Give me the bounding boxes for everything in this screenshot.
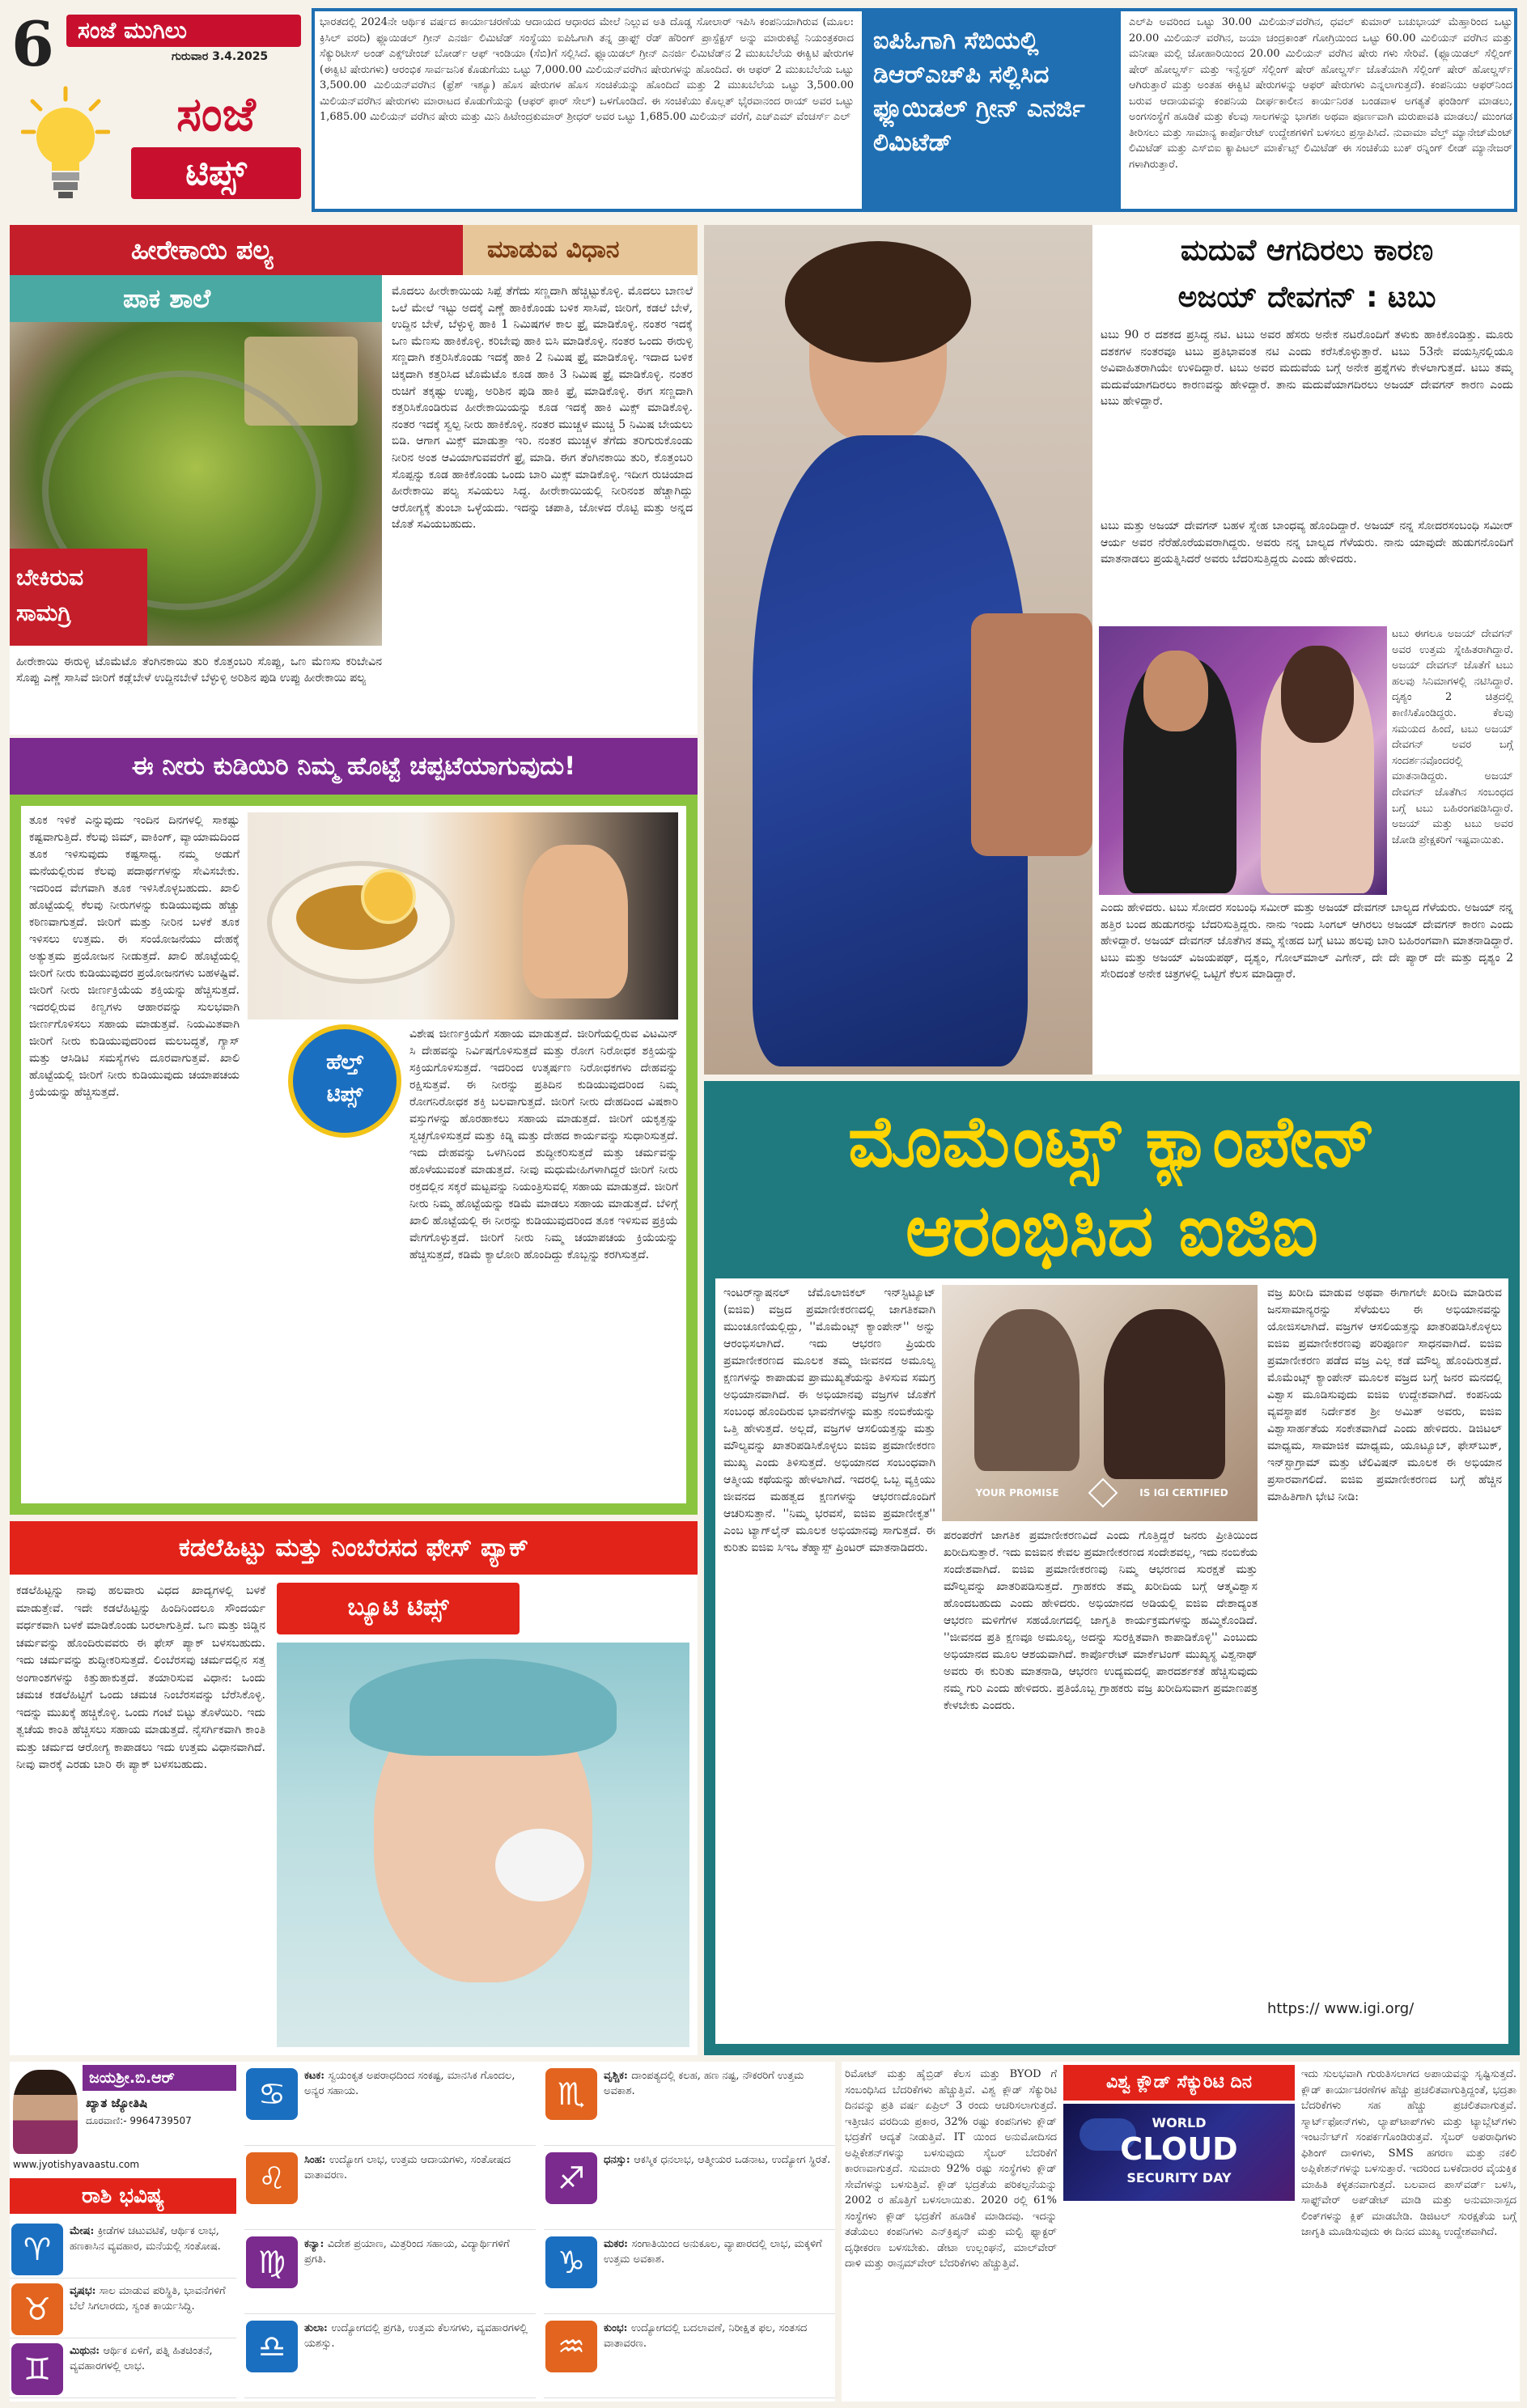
cloud-col1: ರಿಮೋಟ್ ಮತ್ತು ಹೈಬ್ರಿಡ್ ಕೆಲಸ ಮತ್ತು BYOD ಗೆ ಸಂಬಂಧಿಸಿದ ಬೆದರಿಕೆಗಳು ಹೆಚ್ಚುತ್ತಿವೆ. ವಿಶ್ವ ಕ್ಲೌಡ್ ಸೆಕ್ಯುರಿಟಿ ದಿನವನ್ನು ಪ್ರತಿ ವರ್ಷ ಏಪ್ರಿಲ್ 3 ರಂದು ಆಚರಿಸಲಾಗುತ್ತದೆ. ಇತ್ತೀಚಿನ ವರದಿಯ ಪ್ರಕಾರ, 32% ರಷ್ಟು ಕಂಪನಿಗಳು ಕ್ಲೌಡ್ ಭದ್ರತೆಗೆ ಆದ್ಯತೆ ನೀಡುತ್ತಿವೆ. IT ಯಿಂದ ಅನುಮೋದಿಸದ ಅಪ್ಲಿಕೇಶನ್‌ಗಳನ್ನು ಬಳಸುವುದು ಸೈಬರ್ ಬೆದರಿಕೆಗೆ ಕಾರಣವಾಗುತ್ತದೆ. ಸುಮಾರು 92% ರಷ್ಟು ಸಂಸ್ಥೆಗಳು ಕ್ಲೌಡ್ ಸೇವೆಗಳನ್ನು ಬಳಸುತ್ತಿವೆ. ಕ್ಲೌಡ್ ಭದ್ರತೆಯ ಪರಿಕಲ್ಪನೆಯನ್ನು 2002 ರ ಹೊತ್ತಿಗೆ ಬಳಸಲಾಯಿತು. 2020 ರಲ್ಲಿ 61% ಸಂಸ್ಥೆಗಳು ಕ್ಲೌಡ್ ಭದ್ರತೆಗೆ ಹೂಡಿಕೆ ಮಾಡಿದವು. ಇದನ್ನು ತಡೆಯಲು ಕಂಪನಿಗಳು ಎನ್‌ಕ್ರಿಪ್ಶನ್ ಮತ್ತು ಮಲ್ಟಿ ಫ್ಯಾಕ್ಟರ್ ದೃಢೀಕರಣ ಬಳಸಬೇಕು. ಡೇಟಾ ಉಲ್ಲಂಘನೆ, ಮಾಲ್‌ವೇರ್ ದಾಳಿ ಮತ್ತು ರಾನ್ಸಮ್‌ವೇರ್ ಬೆದರಿಕೆಗಳು ಹೆಚ್ಚುತ್ತಿವೆ. (845, 2068, 1057, 2270)
zodiac-prediction (70, 2283, 233, 2335)
zodiac-item (10, 2280, 236, 2338)
tabu-ajay-photo (1099, 626, 1387, 895)
sagittarius-icon: ♐ (545, 2152, 597, 2204)
zodiac-item (544, 2065, 835, 2146)
zodiac-item (244, 2233, 536, 2314)
masthead (10, 8, 301, 218)
zodiac-prediction (70, 2343, 233, 2395)
method-title-bar (463, 225, 698, 275)
cloud-title-bar (1063, 2065, 1295, 2101)
method-title: ಮಾಡುವ ವಿಧಾನ (487, 235, 620, 264)
beauty-title-bar (10, 1521, 698, 1575)
tabu-headline-1: ಮದುವೆ ಆಗದಿರಲು ಕಾರಣ (1180, 234, 1434, 267)
igi-col2: ಪರಂಪರೆಗೆ ಜಾಗತಿಕ ಪ್ರಮಾಣೀಕರಣವಿದೆ ಎಂದು ಗೊತ್ತಿದ್ದರೆ ಜನರು ಪ್ರೀತಿಯಿಂದ ಖರೀದಿಸುತ್ತಾರೆ. ಇದು ಐಜಿಐನ ಕೇವಲ ಪ್ರಮಾಣೀಕರಣದ ಸಂದೇಶವಲ್ಲ, ಇದು ನಂಬಿಕೆಯ ಸಂದೇಶವಾಗಿದೆ. ಐಜಿಐ ಪ್ರಮಾಣೀಕರಣವು ನಿಮ್ಮ ಆಭರಣದ ಸುರಕ್ಷತೆ ಮತ್ತು ಮೌಲ್ಯವನ್ನು ಖಾತರಿಪಡಿಸುತ್ತದೆ. ಗ್ರಾಹಕರು ತಮ್ಮ ಖರೀದಿಯ ಬಗ್ಗೆ ಆತ್ಮವಿಶ್ವಾಸ ಹೊಂದಬಹುದು ಎಂದು ಹೇಳಿದರು. ಅಭಿಯಾನದ ಅಡಿಯಲ್ಲಿ ಐಜಿಐ ದೇಶಾದ್ಯಂತ ಆಭರಣ ಮಳಿಗೆಗಳ ಸಹಯೋಗದಲ್ಲಿ ಜಾಗೃತಿ ಕಾರ್ಯಕ್ರಮಗಳನ್ನು ಹಮ್ಮಿಕೊಂಡಿದೆ. ''ಜೀವನದ ಪ್ರತಿ ಕ್ಷಣವೂ ಅಮೂಲ್ಯ, ಅದನ್ನು ಸುರಕ್ಷಿತವಾಗಿ ಕಾಪಾಡಿಕೊಳ್ಳಿ'' ಎಂಬುದು ಅಭಿಯಾನದ ಮೂಲ ಆಶಯವಾಗಿದೆ. ಕಾರ್ಪೊರೇಟ್ ಮಾರ್ಕೆಟಿಂಗ್ ಮುಖ್ಯಸ್ಥ ವಿಶ್ವನಾಥ್ ಅವರು ಈ ಕುರಿತು ಮಾತನಾಡಿ, ಆಭರಣ ಉದ್ಯಮದಲ್ಲಿ ಪಾರದರ್ಶಕತೆ ಹೆಚ್ಚಿಸುವುದು ನಮ್ಮ ಗುರಿ ಎಂದು ಹೇಳಿದರು. ಪ್ರತಿಯೊಬ್ಬ ಗ್ರಾಹಕರು ವಜ್ರ ಖರೀದಿಸುವಾಗ ಪ್ರಮಾಣಪತ್ರ ಕೇಳಬೇಕು ಎಂದರು. (944, 1529, 1258, 1712)
zodiac-item (10, 2220, 236, 2279)
tabu-body-2: ಟಬು ಮತ್ತು ಅಜಯ್ ದೇವಗನ್ ಬಹಳ ಸ್ನೇಹ ಬಾಂಧವ್ಯ ಹೊಂದಿದ್ದಾರೆ. ಅಜಯ್ ನನ್ನ ಸೋದರಸಂಬಂಧಿ ಸಮೀರ್ ಆರ್ಯ ಅವರ ನೆರೆಹೊರೆಯವರಾಗಿದ್ದರು. ಅವರು ನನ್ನ ಬಾಲ್ಯದ ಗೆಳೆಯರು. ನಾನು ಯಾವುದೇ ಹುಡುಗನೊಂದಿಗೆ ಮಾತನಾಡಲು ಪ್ರಯತ್ನಿಸಿದರೆ ಅವರು ಬೆದರಿಸುತ್ತಿದ್ದರು ಎಂದು ಹೇಳಿದರು. (1101, 519, 1513, 566)
tabu-photo (704, 225, 1092, 1075)
rashi-title: ರಾಶಿ ಭವಿಷ್ಯ (81, 2184, 165, 2208)
health-title: ಈ ನೀರು ಕುಡಿಯಿರಿ ನಿಮ್ಮ ಹೊಟ್ಟೆ ಚಪ್ಪಟೆಯಾಗುವುದು! (131, 752, 576, 781)
igi-col1: ಇಂಟರ್‌ನ್ಯಾಷನಲ್ ಜೆಮೊಲಾಜಿಕಲ್ ಇನ್‌ಸ್ಟಿಟ್ಯೂಟ್ (ಐಜಿಐ) ವಜ್ರದ ಪ್ರಮಾಣೀಕರಣದಲ್ಲಿ ಜಾಗತಿಕವಾಗಿ ಮುಂಚೂಣಿಯಲ್ಲಿದ್ದು, ''ಮೊಮೆಂಟ್ಸ್ ಕ್ಯಾಂಪೇನ್'' ಅನ್ನು ಆರಂಭಿಸಲಾಗಿದೆ. ಇದು ಆಭರಣ ಪ್ರಿಯರು ಪ್ರಮಾಣೀಕರಣದ ಮೂಲಕ ತಮ್ಮ ಜೀವನದ ಅಮೂಲ್ಯ ಕ್ಷಣಗಳನ್ನು ಕಾಪಾಡುವ ಪ್ರಾಮುಖ್ಯತೆಯನ್ನು ತಿಳಿಸುವ ಸಮಗ್ರ ಅಭಿಯಾನವಾಗಿದೆ. ಈ ಅಭಿಯಾನವು ವಜ್ರಗಳ ಜೊತೆಗೆ ಸಂಬಂಧ ಹೊಂದಿರುವ ಭಾವನೆಗಳನ್ನು ಮತ್ತು ನಂಬಿಕೆಯನ್ನು ಒತ್ತಿ ಹೇಳುತ್ತದೆ. ಅಲ್ಲದೆ, ವಜ್ರಗಳ ಆಸಲಿಯತ್ತನ್ನು ಮತ್ತು ಮೌಲ್ಯವನ್ನು ಖಾತರಿಪಡಿಸಿಕೊಳ್ಳಲು ಐಜಿಐ ಪ್ರಮಾಣೀಕರಣ ಮುಖ್ಯ ಎಂದು ತಿಳಿಸುತ್ತದೆ. ಅಭಿಯಾನದ ಸಂಬಂಧವಾಗಿ ಆತ್ಮೀಯ ಕಥೆಯನ್ನು ಹೇಳಲಾಗಿದೆ. ಇದರಲ್ಲಿ ಒಬ್ಬ ವ್ಯಕ್ತಿಯು ಜೀವನದ ಮಹತ್ವದ ಕ್ಷಣಗಳನ್ನು ಆಭರಣದೊಂದಿಗೆ ಆಚರಿಸುತ್ತಾನೆ. ''ನಿಮ್ಮ ಭರವಸೆ, ಐಜಿಐ ಪ್ರಮಾಣೀಕೃತ'' ಎಂಬ ಟ್ಯಾಗ್‌ಲೈನ್ ಮೂಲಕ ಅಭಿಯಾನವು ಸಾಗುತ್ತದೆ. ಈ ಕುರಿತು ಐಜಿಐ ಸಿಇಒ ತೆಹ್ಮಾಸ್ಪ್ ಪ್ರಿಂಟರ್ ಮಾತನಾಡಿದರು. (723, 1287, 935, 1554)
igi-headline-1: ಮೊಮೆಂಟ್ಸ್ ಕ್ಯಾಂಪೇನ್ (848, 1100, 1376, 1183)
recipe-title: ಹೀರೇಕಾಯಿ ಪಲ್ಯ (131, 235, 274, 265)
zodiac-prediction (604, 2236, 832, 2311)
zodiac-item (244, 2065, 536, 2146)
zodiac-sign-name: ಕುಂಭ: (604, 2322, 631, 2334)
libra-icon: ♎ (246, 2321, 298, 2372)
health-inner (21, 806, 686, 1503)
igi-headline-2: ಆರಂಭಿಸಿದ ಐಜಿಐ (906, 1189, 1318, 1272)
health-badge (288, 1024, 401, 1138)
beauty-title: ಕಡಲೆಹಿಟ್ಟು ಮತ್ತು ನಿಂಬೆರಸದ ಫೇಸ್ ಪ್ಯಾಕ್ (178, 1533, 529, 1562)
cancer-icon: ♋ (246, 2068, 298, 2120)
aquarius-icon: ♒ (545, 2321, 597, 2372)
health-badge-line2: ಟಿಪ್ಸ್ (326, 1083, 363, 1107)
method-text: ಮೊದಲು ಹೀರೇಕಾಯಿಯ ಸಿಪ್ಪೆ ತೆಗೆದು ಸಣ್ಣದಾಗಿ ಹೆಚ್ಚಿಟ್ಟುಕೊಳ್ಳಿ. ಮೊದಲು ಬಾಣಲೆ ಒಲೆ ಮೇಲೆ ಇಟ್ಟು ಅದಕ್ಕೆ ಎಣ್ಣೆ ಹಾಕಿಕೊಂಡು ಬಳಿಕ ಸಾಸಿವೆ, ಜೀರಿಗೆ, ಕಡಲೆ ಬೇಳೆ, ಉದ್ದಿನ ಬೇಳೆ, ಬೆಳ್ಳುಳ್ಳಿ ಹಾಕಿ 1 ನಿಮಿಷಗಳ ಕಾಲ ಫ್ರೈ ಮಾಡಿಕೊಳ್ಳಿ. ನಂತರ ಇದಕ್ಕೆ ಒಣ ಮೆಣಸು ಹಾಕಿಕೊಳ್ಳಿ. ಕರಿಬೇವು ಹಾಕಿ ಬಿಸಿ ಮಾಡಿಕೊಳ್ಳಿ. ನಂತರ ಒಂದು ಈರುಳ್ಳಿ ಸಣ್ಣದಾಗಿ ಕತ್ತರಿಸಿಕೊಂಡು ಇದಕ್ಕೆ ಹಾಕಿ 2 ನಿಮಿಷ ಫ್ರೈ ಮಾಡಿಕೊಳ್ಳಿ. ಇದಾದ ಬಳಿಕ ಚಿಕ್ಕದಾಗಿ ಕತ್ತರಿಸಿದ ಟೊಮೆಟೊ ಕೂಡ ಹಾಕಿ 3 ನಿಮಿಷ ಫ್ರೈ ಮಾಡಿಕೊಳ್ಳಿ. ನಂತರ ರುಚಿಗೆ ತಕ್ಕಷ್ಟು ಉಪ್ಪು, ಅರಿಶಿನ ಪುಡಿ ಹಾಕಿ ಫ್ರೈ ಮಾಡಿಕೊಳ್ಳಿ. ಈಗ ಸಣ್ಣದಾಗಿ ಕತ್ತರಿಸಿಕೊಂಡಿರುವ ಹೀರೇಕಾಯಿಯನ್ನು ಕೂಡ ಇದಕ್ಕೆ ಹಾಕಿ ಮಿಕ್ಸ್ ಮಾಡಿಕೊಳ್ಳಿ. ನಂತರ ಇದಕ್ಕೆ ಸ್ವಲ್ಪ ನೀರು ಹಾಕಿಕೊಳ್ಳಿ. ನಂತರ ಮುಚ್ಚಳ ಮುಚ್ಚಿ 5 ನಿಮಿಷ ಬೇಯಲು ಬಿಡಿ. ಆಗಾಗ ಮಿಕ್ಸ್ ಮಾಡುತ್ತಾ ಇರಿ. ನಂತರ ಮುಚ್ಚಳ ತೆಗೆದು ತರಿಗುರುಕೊಂಡು ನೀರಿನ ಅಂಶ ಆವಿಯಾಗುವವರೆಗೆ ಫ್ರೈ ಮಾಡಿ. ಈಗ ತೆಂಗಿನಕಾಯಿ ತುರಿ, ಕೊತ್ತಂಬರಿ ಸೊಪ್ಪನ್ನು ಕೂಡ ಹಾಕಿಕೊಂಡು ಒಂದು ಬಾರಿ ಮಿಕ್ಸ್ ಮಾಡಿಕೊಳ್ಳಿ. ಇದೀಗ ರುಚಿಯಾದ ಹೀರೇಕಾಯಿ ಪಲ್ಯ ಸವಿಯಲು ಸಿದ್ಧ. ಹೀರೇಕಾಯಿಯಲ್ಲಿ ನೀರಿನಂಶ ಹೆಚ್ಚಾಗಿದ್ದು ಆರೋಗ್ಯಕ್ಕೆ ತುಂಬಾ ಒಳ್ಳೆಯದು. ಇದನ್ನು ಚಪಾತಿ, ಜೋಳದ ರೊಟ್ಟಿ ಮತ್ತು ಅನ್ನದ ಜೊತೆ ಸವಿಯಬಹುದು. (392, 285, 693, 532)
igi-ad-photo (942, 1285, 1258, 1521)
health-col2: ವಿಶೇಷ ಜೀರ್ಣಕ್ರಿಯೆಗೆ ಸಹಾಯ ಮಾಡುತ್ತದೆ. ಜೀರಿಗೆಯಲ್ಲಿರುವ ವಿಟಮಿನ್ ಸಿ ದೇಹವನ್ನು ನಿರ್ವಿಷಗೊಳಿಸುತ್ತದೆ ಮತ್ತು ರೋಗ ನಿರೋಧಕ ಶಕ್ತಿಯನ್ನು ಸಕ್ರಿಯಗೊಳಿಸುತ್ತದೆ. ಇದರಿಂದ ಉತ್ಕರ್ಷಣ ನಿರೋಧಕಗಳು ದೇಹವನ್ನು ರಕ್ಷಿಸುತ್ತವೆ. ಈ ನೀರನ್ನು ಪ್ರತಿದಿನ ಕುಡಿಯುವುದರಿಂದ ನಿಮ್ಮ ರೋಗನಿರೋಧಕ ಶಕ್ತಿ ಬಲವಾಗುತ್ತದೆ. ಜೀರಿಗೆ ನೀರು ದೇಹದಿಂದ ವಿಷಕಾರಿ ವಸ್ತುಗಳನ್ನು ಹೊರಹಾಕಲು ಸಹಾಯ ಮಾಡುತ್ತದೆ. ಜೀರಿಗೆ ಯಕೃತ್ತನ್ನು ಸ್ವಚ್ಛಗೊಳಿಸುತ್ತದೆ ಮತ್ತು ಕಿಡ್ನಿ ಮತ್ತು ದೇಹದ ಕಾರ್ಯವನ್ನು ಸುಧಾರಿಸುತ್ತದೆ. ಇದು ದೇಹವನ್ನು ಒಳಗಿನಿಂದ ಶುದ್ಧೀಕರಿಸುತ್ತದೆ ಮತ್ತು ಚರ್ಮವನ್ನು ಹೊಳೆಯುವಂತೆ ಮಾಡುತ್ತದೆ. ನೀವು ಮಧುಮೇಹಿಗಳಾಗಿದ್ದರೆ ಜೀರಿಗೆ ನೀರು ರಕ್ತದಲ್ಲಿನ ಸಕ್ಕರೆ ಮಟ್ಟವನ್ನು ನಿಯಂತ್ರಿಸುವಲ್ಲಿ ಸಹಾಯ ಮಾಡುತ್ತದೆ. ಜೀರಿಗೆ ನೀರು ನಿಮ್ಮ ಹೊಟ್ಟೆಯನ್ನು ಕಡಿಮೆ ಮಾಡಲು ಸಹಾಯ ಮಾಡುತ್ತದೆ. ಬೆಳಿಗ್ಗೆ ಖಾಲಿ ಹೊಟ್ಟೆಯಲ್ಲಿ ಈ ನೀರನ್ನು ಕುಡಿಯುವುದರಿಂದ ತೂಕ ಇಳಿಸುವ ಪ್ರಕ್ರಿಯೆ ವೇಗಗೊಳ್ಳುತ್ತದೆ. ಜೀರಿಗೆ ನೀರು ನಿಮ್ಮ ಚಯಾಪಚಯ ಕ್ರಿಯೆಯನ್ನು ಹೆಚ್ಚಿಸುತ್ತದೆ, ಕಡಿಮೆ ಕ್ಯಾಲೋರಿ ಹೊಂದಿದ್ದು ಕೊಬ್ಬನ್ನು ಕರಗಿಸುತ್ತದೆ. (409, 1028, 678, 1261)
igi-inner (715, 1278, 1508, 2044)
lightbulb-icon (21, 85, 110, 206)
zodiac-sign-name: ಮಕರ: (604, 2238, 632, 2250)
zodiac-prediction-text: ವಿದೇಶ ಪ್ರಯಾಣ, ಮಿತ್ರರಿಂದ ಸಹಾಯ, ವಿದ್ಯಾರ್ಥಿಗಳಿಗೆ ಪ್ರಗತಿ. (304, 2238, 510, 2266)
zodiac-prediction-text: ಆರ್ಥಿಕ ಏಳಿಗೆ, ಪತ್ನಿ ಹಿತಚಿಂತನೆ, ವ್ಯವಹಾರಗಳಲ್ಲಿ ಲಾಭ. (70, 2345, 213, 2372)
taurus-icon: ♉ (11, 2283, 63, 2335)
virgo-icon: ♍ (246, 2236, 298, 2288)
cloud-col2: ಇದು ಸುಲಭವಾಗಿ ಗುರುತಿಸಲಾಗದ ಅಪಾಯವನ್ನು ಸೃಷ್ಟಿಸುತ್ತದೆ. ಕ್ಲೌಡ್ ಕಾರ್ಯಾಚರಣೆಗಳ ಹೆಚ್ಚು ಪ್ರಚಲಿತವಾಗುತ್ತಿದ್ದಂತೆ, ಭದ್ರತಾ ಬೆದರಿಕೆಗಳು ಸಹ ಹೆಚ್ಚು ಪ್ರಚಲಿತವಾಗುತ್ತವೆ. ಸ್ಮಾರ್ಟ್‌ಫೋನ್‌ಗಳು, ಲ್ಯಾಪ್‌ಟಾಪ್‌ಗಳು ಮತ್ತು ಟ್ಯಾಬ್ಲೆಟ್‌ಗಳು ಇಂಟರ್ನೆಟ್‌ಗೆ ಸಂಪರ್ಕಗೊಂಡಿರುತ್ತವೆ. ಸೈಬರ್ ಅಪರಾಧಿಗಳು ಫಿಶಿಂಗ್ ದಾಳಿಗಳು, SMS ಹಗರಣ ಮತ್ತು ನಕಲಿ ಅಪ್ಲಿಕೇಶನ್‌ಗಳನ್ನು ಬಳಸುತ್ತಾರೆ. ಇದರಿಂದ ಬಳಕೆದಾರರ ವೈಯಕ್ತಿಕ ಮಾಹಿತಿ ಕಳ್ಳತನವಾಗುತ್ತದೆ. ಬಲವಾದ ಪಾಸ್‌ವರ್ಡ್ ಬಳಸಿ, ಸಾಫ್ಟ್‌ವೇರ್ ಅಪ್‌ಡೇಟ್ ಮಾಡಿ ಮತ್ತು ಅನುಮಾನಾಸ್ಪದ ಲಿಂಕ್‌ಗಳನ್ನು ಕ್ಲಿಕ್ ಮಾಡಬೇಡಿ. ಡಿಜಿಟಲ್ ಸುರಕ್ಷತೆಯ ಬಗ್ಗೆ ಜಾಗೃತಿ ಮೂಡಿಸುವುದು ಈ ದಿನದ ಮುಖ್ಯ ಉದ್ದೇಶವಾಗಿದೆ. (1301, 2068, 1516, 2238)
zodiac-prediction-text: ಸಾಲ ಮಾಡುವ ಪರಿಸ್ಥಿತಿ, ಭಾವನೆಗಳಿಗೆ ಬೆಲೆ ಸಿಗಲಾರದು, ಸ್ವಂತ ಕಾರ್ಯಸಿದ್ಧಿ. (70, 2285, 226, 2313)
zodiac-prediction (304, 2321, 532, 2395)
zodiac-prediction (604, 2321, 832, 2395)
cloud-image (1063, 2104, 1295, 2201)
zodiac-prediction-text: ಕ್ರೀಡೆಗಳ ಚಟುವಟಿಕೆ, ಆರ್ಥಿಕ ಲಾಭ, ಹಣಕಾಸಿನ ವ್ಯವಹಾರ, ಮನೆಯಲ್ಲಿ ಸಂತೋಷ. (70, 2225, 221, 2253)
tabu-body-3: ಟಬು ಈಗಲೂ ಅಜಯ್ ದೇವಗನ್ ಅವರ ಉತ್ತಮ ಸ್ನೇಹಿತರಾಗಿದ್ದಾರೆ. ಅಜಯ್ ದೇವಗನ್ ಜೊತೆಗೆ ಟಬು ಹಲವು ಸಿನಿಮಾಗಳಲ್ಲಿ ನಟಿಸಿದ್ದಾರೆ. ದೃಶ್ಯಂ 2 ಚಿತ್ರದಲ್ಲಿ ಕಾಣಿಸಿಕೊಂಡಿದ್ದರು. ಕೆಲವು ಸಮಯದ ಹಿಂದೆ, ಟಬು ಅಜಯ್ ದೇವಗನ್ ಅವರ ಬಗ್ಗೆ ಸಂದರ್ಶನವೊಂದರಲ್ಲಿ ಮಾತನಾಡಿದ್ದರು. ಅಜಯ್ ದೇವಗನ್ ಜೊತೆಗಿನ ಸಂಬಂಧದ ಬಗ್ಗೆ ಟಬು ಬಹಿರಂಗಪಡಿಸಿದ್ದಾರೆ. ಅಜಯ್ ಮತ್ತು ಟಬು ಅವರ ಜೋಡಿ ಪ್ರೇಕ್ಷಕರಿಗೆ ಇಷ್ಟವಾಯಿತು. (1392, 628, 1513, 846)
zodiac-item (544, 2317, 835, 2398)
zodiac-prediction-text: ಸ್ವಯಂಕೃತ ಅಪರಾಧದಿಂದ ಸಂಕಷ್ಟ, ಮಾನಸಿಕ ಗೊಂದಲ, ಅನ್ಯರ ಸಹಾಯ. (304, 2070, 515, 2097)
brand-name: ಸಂಜೆ ಮುಗಿಲು (78, 17, 187, 44)
tips-title-line2: ಟಿಪ್ಸ್ (185, 152, 247, 193)
igi-url[interactable]: https:// www.igi.org/ (1267, 2000, 1415, 2017)
zodiac-sign-name: ಕಟಕ: (304, 2070, 329, 2082)
zodiac-prediction (304, 2236, 532, 2311)
zodiac-grid (10, 2062, 835, 2402)
health-badge-line1: ಹೆಲ್ತ್ (326, 1050, 363, 1075)
igi-col3: ವಜ್ರ ಖರೀದಿ ಮಾಡುವ ಅಥವಾ ಈಗಾಗಲೇ ಖರೀದಿ ಮಾಡಿರುವ ಜನಸಾಮಾನ್ಯರನ್ನು ಸೆಳೆಯಲು ಈ ಅಭಿಯಾನವನ್ನು ಯೋಜಿಸಲಾಗಿದೆ. ವಜ್ರಗಳ ಆಸಲಿಯತ್ತನ್ನು ಖಾತರಿಪಡಿಸಿಕೊಳ್ಳಲು ಐಜಿಐ ಪ್ರಮಾಣೀಕರಣವು ಪರಿಪೂರ್ಣ ಸಾಧನವಾಗಿದೆ. ಐಜಿಐ ಪ್ರಮಾಣೀಕರಣ ಪಡೆದ ವಜ್ರ ಎಲ್ಲ ಕಡೆ ಮೌಲ್ಯ ಹೊಂದಿರುತ್ತದೆ. ಮೊಮೆಂಟ್ಸ್ ಕ್ಯಾಂಪೇನ್ ಮೂಲಕ ವಜ್ರದ ಬಗ್ಗೆ ಜನರ ಮನದಲ್ಲಿ ವಿಶ್ವಾಸ ಮೂಡಿಸುವುದು ಐಜಿಐ ಉದ್ದೇಶವಾಗಿದೆ. ಕಂಪನಿಯ ವ್ಯವಸ್ಥಾಪಕ ನಿರ್ದೇಶಕ ಶ್ರೀ ಅಮಿತ್ ಅವರು, ಐಜಿಐ ವಿಶ್ವಾಸಾರ್ಹತೆಯ ಸಂಕೇತವಾಗಿದೆ ಎಂದು ಹೇಳಿದರು. ಡಿಜಿಟಲ್ ಮಾಧ್ಯಮ, ಸಾಮಾಜಿಕ ಮಾಧ್ಯಮ, ಯೂಟ್ಯೂಬ್, ಫೇಸ್‌ಬುಕ್, ಇನ್‌ಸ್ಟಾಗ್ರಾಮ್ ಮತ್ತು ಟೆಲಿವಿಷನ್ ಮೂಲಕ ಈ ಅಭಿಯಾನ ಪ್ರಸಾರವಾಗಲಿದೆ. ಐಜಿಐ ಪ್ರಮಾಣೀಕರಣದ ಬಗ್ಗೆ ಹೆಚ್ಚಿನ ಮಾಹಿತಿಗಾಗಿ ಭೇಟಿ ನೀಡಿ: (1267, 1287, 1502, 1503)
top-news-col2: ಎಲ್‌ಪಿ ಅವರಿಂದ ಒಟ್ಟು 30.00 ಮಿಲಿಯನ್‌ವರೆಗಿನ, ಧವಲ್ ಕುಮಾರ್ ಬಚುಭಾಯ್ ಮೆಹ್ತಾರಿಂದ ಒಟ್ಟು 20.00 ಮಿಲಿಯನ್ ವರೆಗಿನ, ಜಯಾ ಚಂದ್ರಕಾಂತ್ ಗೋಗ್ರಿಯಿಂದ ಒಟ್ಟು 60.00 ಮಿಲಿಯನ್ ವರೆಗಿನ ಮತ್ತು ಮನೀಷಾ ಮಲ್ಲಿ ಜೋಹಾರಿಯಿಂದ 20.00 ಮಿಲಿಯನ್ ವರೆಗಿನ ಷೇರು ಗಳು ಸೇರಿವೆ. (ಫ್ಲೂಯಿಡಲ್ ಸೆಲ್ಲಿಂಗ್ ಷೇರ್ ಹೋಲ್ಡರ್ಸ್ ಮತ್ತು ಇನ್ವೆಸ್ಟರ್ ಸೆಲ್ಲಿಂಗ್ ಷೇರ್ ಹೋಲ್ಡರ್ಸ್ ಜೊತೆಯಾಗಿ ಸೆಲ್ಲಿಂಗ್ ಷೇರ್ ಹೋಲ್ಡರ್ಸ್ ಆಗಿರುತ್ತಾರೆ ಮತ್ತು ಅಂತಹ ಈಕ್ವಿಟಿ ಷೇರುಗಳನ್ನು ಆಫರ್ ಷೇರುಗಳು ಎನ್ನಲಾಗುತ್ತದೆ). ಕಂಪನಿಯು ಆಫರ್‌ನಿಂದ ಬರುವ ಆದಾಯವನ್ನು ಕಂಪನಿಯ ದೀರ್ಘಕಾಲೀನ ಕಾರ್ಯನಿರತ ಬಂಡವಾಳ ಅಗತ್ಯತೆ ಫಂಡಿಂಗ್ ಮಾಡಲು, ಅಂಗಸಂಸ್ಥೆಗೆ ಹೂಡಿಕೆ ಮತ್ತು ಕೆಲವು ಸಾಲಗಳನ್ನು ಭಾಗಶಃ ಅಥವಾ ಪೂರ್ಣವಾಗಿ ಮರುಪಾವತಿ ಮಾಡಲು/ ಮುಂಗಡ ತೀರಿಸಲು ಮತ್ತು ಸಾಮಾನ್ಯ ಕಾರ್ಪೊರೇಟ್ ಉದ್ದೇಶಗಳಿಗೆ ಬಳಸಲು ಪ್ರಸ್ತಾಪಿಸಿದೆ. ನುವಾಮಾ ವೆಲ್ತ್ ಮ್ಯಾನೇಜ್‌ಮೆಂಟ್ ಲಿಮಿಟೆಡ್ ಮತ್ತು ಎಸ್‌ಬಿಐ ಕ್ಯಾಪಿಟಲ್ ಮಾರ್ಕೆಟ್ಸ್ ಲಿಮಿಟೆಡ್ ಈ ಸಂಚಿಕೆಯ ಬುಕ್ ರನ್ನಿಂಗ್ ಲೀಡ್ ಮ್ಯಾನೇಜರ್ ಗಳಾಗಿರುತ್ತಾರೆ. (1129, 16, 1512, 171)
zodiac-prediction (604, 2068, 832, 2143)
beauty-photo (277, 1643, 689, 2047)
cloud-image-line3: SECURITY DAY (1126, 2170, 1232, 2185)
igi-ad-text-right: IS IGI CERTIFIED (1139, 1487, 1228, 1499)
page-number: 6 (11, 8, 54, 80)
zodiac-item (244, 2317, 536, 2398)
top-news-headline-box (862, 11, 1121, 209)
zodiac-prediction (604, 2152, 832, 2227)
zodiac-prediction-text: ಉದ್ಯೋಗ ಲಾಭ, ಉತ್ತಮ ಆದಾಯಗಳು, ಸಂತೋಷದ ವಾತಾವರಣ. (304, 2154, 511, 2181)
zodiac-prediction (304, 2152, 532, 2227)
cloud-title: ವಿಶ್ವ ಕ್ಲೌಡ್ ಸೆಕ್ಯುರಿಟಿ ದಿನ (1106, 2072, 1252, 2092)
brand-bar (66, 15, 301, 47)
beauty-tag: ಬ್ಯೂಟಿ ಟಿಪ್ಸ್ (347, 1593, 449, 1622)
astrologer-role: ಖ್ಯಾತ ಜ್ಯೋತಿಷಿ (86, 2096, 148, 2110)
cloud-image-line2: CLOUD (1120, 2131, 1238, 2167)
beauty-body: ಕಡಲೆಹಿಟ್ಟನ್ನು ನಾವು ಹಲವಾರು ವಿಧದ ಖಾದ್ಯಗಳಲ್ಲಿ ಬಳಕೆ ಮಾಡುತ್ತೇವೆ. ಇದೇ ಕಡಲೆಹಿಟ್ಟನ್ನು ಹಿಂದಿನಿಂದಲೂ ಸೌಂದರ್ಯ ವರ್ಧಕವಾಗಿ ಬಳಕೆ ಮಾಡಿಕೊಂಡು ಬರಲಾಗುತ್ತಿದೆ. ಒಣ ಮತ್ತು ಜಿಡ್ಡಿನ ಚರ್ಮವನ್ನು ಹೊಂದಿರುವವರು ಈ ಫೇಸ್ ಪ್ಯಾಕ್ ಬಳಸಬಹುದು. ಇದು ಚರ್ಮವನ್ನು ಶುದ್ಧೀಕರಿಸುತ್ತದೆ. ಲಿಂಬೆರಸವು ಚರ್ಮದಲ್ಲಿನ ಸತ್ತ ಅಂಗಾಂಶಗಳನ್ನು ಕಿತ್ತುಹಾಕುತ್ತದೆ. ತಯಾರಿಸುವ ವಿಧಾನ: ಒಂದು ಚಮಚ ಕಡಲೆಹಿಟ್ಟಿಗೆ ಒಂದು ಚಮಚ ನಿಂಬೆರಸವನ್ನು ಬೆರೆಸಿಕೊಳ್ಳಿ. ಇದನ್ನು ಮುಖಕ್ಕೆ ಹಚ್ಚಿಕೊಳ್ಳಿ. ಒಂದು ಗಂಟೆ ಬಿಟ್ಟು ತೊಳೆಯಿರಿ. ಇದು ತ್ವಚೆಯ ಕಾಂತಿ ಹೆಚ್ಚಿಸಲು ಸಹಾಯ ಮಾಡುತ್ತದೆ. ನೈಸರ್ಗಿಕವಾಗಿ ಕಾಂತಿ ಮತ್ತು ಚರ್ಮದ ಆರೋಗ್ಯ ಕಾಪಾಡಲು ಇದು ಉತ್ತಮ ವಿಧಾನವಾಗಿದೆ. ನೀವು ವಾರಕ್ಕೆ ಎರಡು ಬಾರಿ ಈ ಪ್ಯಾಕ್ ಬಳಸಬಹುದು. (16, 1584, 265, 1771)
zodiac-prediction (70, 2224, 233, 2275)
zodiac-sign-name: ಮೇಷ: (70, 2225, 98, 2237)
tabu-body-4: ಎಂದು ಹೇಳಿದರು. ಟಬು ಸೋದರ ಸಂಬಂಧಿ ಸಮೀರ್ ಮತ್ತು ಅಜಯ್ ದೇವಗನ್ ಬಾಲ್ಯದ ಗೆಳೆಯರು. ಅಜಯ್ ನನ್ನ ಹತ್ತಿರ ಬಂದ ಹುಡುಗರನ್ನು ಬೆದರಿಸುತ್ತಿದ್ದರು. ನಾನು ಇಂದು ಸಿಂಗಲ್ ಆಗಿರಲು ಅಜಯ್ ದೇವಗನ್ ಕಾರಣ ಎಂದು ಹೇಳಿದ್ದಾರೆ. ಅಜಯ್ ದೇವಗನ್ ಜೊತೆಗಿನ ತಮ್ಮ ಸ್ನೇಹದ ಬಗ್ಗೆ ಟಬು ಹಲವು ಬಾರಿ ಬಹಿರಂಗವಾಗಿ ಮಾತನಾಡಿದ್ದಾರೆ. ಟಬು ಮತ್ತು ಅಜಯ್ ವಿಜಯಪಥ್, ದೃಶ್ಯಂ, ಗೋಲ್‌ಮಾಲ್ ಎಗೇನ್, ದೇ ದೇ ಪ್ಯಾರ್ ದೇ ಮತ್ತು ದೃಶ್ಯಂ 2 ಸೇರಿದಂತೆ ಅನೇಕ ಚಿತ್ರಗಳಲ್ಲಿ ಒಟ್ಟಿಗೆ ಕೆಲಸ ಮಾಡಿದ್ದಾರೆ. (1101, 901, 1513, 981)
zodiac-item (244, 2149, 536, 2230)
health-col1: ತೂಕ ಇಳಿಕೆ ಎನ್ನುವುದು ಇಂದಿನ ದಿನಗಳಲ್ಲಿ ಸಾಕಷ್ಟು ಕಷ್ಟವಾಗುತ್ತಿದೆ. ಕೆಲವು ಜಿಮ್, ವಾಕಿಂಗ್, ವ್ಯಾಯಾಮದಿಂದ ತೂಕ ಇಳಿಸುವುದು ಕಷ್ಟಸಾಧ್ಯ. ನಮ್ಮ ಅಡುಗೆ ಮನೆಯಲ್ಲಿರುವ ಕೆಲವು ಪದಾರ್ಥಗಳನ್ನು ಸೇವಿಸಬೇಕು. ಇದರಿಂದ ವೇಗವಾಗಿ ತೂಕ ಇಳಿಸಿಕೊಳ್ಳಬಹುದು. ಖಾಲಿ ಹೊಟ್ಟೆಯಲ್ಲಿ ಕೆಲವು ನೀರುಗಳನ್ನು ಕುಡಿಯುವುದು ಹೆಚ್ಚು ಕಠಿಣವಾಗುತ್ತದೆ. ಜೀರಿಗೆ ಮತ್ತು ನೀರಿನ ಬಳಕೆ ತೂಕ ಇಳಿಸಲು ಉತ್ತಮ. ಈ ಸಂಯೋಜನೆಯು ದೇಹಕ್ಕೆ ಅತ್ಯುತ್ತಮ ಪ್ರಯೋಜನ ನೀಡುತ್ತದೆ. ಖಾಲಿ ಹೊಟ್ಟೆಯಲ್ಲಿ ಜೀರಿಗೆ ನೀರು ಕುಡಿಯುವುದರ ಪ್ರಯೋಜನಗಳು ಬಹಳಷ್ಟಿವೆ. ಜೀರಿಗೆ ನೀರು ಜೀರ್ಣಕ್ರಿಯೆಯ ಶಕ್ತಿಯನ್ನು ಹೆಚ್ಚಿಸುತ್ತದೆ. ಇದರಲ್ಲಿರುವ ಕಿಣ್ವಗಳು ಆಹಾರವನ್ನು ಸುಲಭವಾಗಿ ಜೀರ್ಣಗೊಳಿಸಲು ಸಹಾಯ ಮಾಡುತ್ತವೆ. ನಿಯಮಿತವಾಗಿ ಜೀರಿಗೆ ನೀರು ಕುಡಿಯುವುದರಿಂದ ಮಲಬದ್ಧತೆ, ಗ್ಯಾಸ್ ಮತ್ತು ಆಸಿಡಿಟಿ ಸಮಸ್ಯೆಗಳು ದೂರವಾಗುತ್ತವೆ. ಖಾಲಿ ಹೊಟ್ಟೆಯಲ್ಲಿ ಜೀರಿಗೆ ನೀರು ಕುಡಿಯುವುದು ಚಯಾಪಚಯ ಕ್ರಿಯೆಯನ್ನು ಹೆಚ್ಚಿಸುತ್ತದೆ. (29, 814, 240, 1099)
health-photo (248, 812, 678, 1020)
zodiac-prediction (304, 2068, 532, 2143)
top-news-col1: ಭಾರತದಲ್ಲಿ 2024ನೇ ಆರ್ಥಿಕ ವರ್ಷದ ಕಾರ್ಯಾಚರಣೆಯ ಆದಾಯದ ಆಧಾರದ ಮೇಲೆ ನಿಲ್ಲುವ ಅತಿ ದೊಡ್ಡ ಸೋಲಾರ್ ಇಪಿಸಿ ಕಂಪನಿಯಾಗಿರುವ (ಮೂಲ: ಕ್ರಿಸಿಲ್ ವರದಿ) ಫ್ಲೂಯಿಡಲ್ ಗ್ರೀನ್ ಎನರ್ಜಿ ಲಿಮಿಟೆಡ್ ಸಂಸ್ಥೆಯು ಐಪಿಓಗಾಗಿ ತನ್ನ ಡ್ರಾಫ್ಟ್ ರೆಡ್ ಹೆರಿಂಗ್ ಪ್ರಾಸ್ಪೆಕ್ಟಸ್ ಅನ್ನು ಮಾರುಕಟ್ಟೆ ನಿಯಂತ್ರಕರಾದ ಸೆಕ್ಯುರಿಟೀಸ್ ಅಂಡ್ ಎಕ್ಸ್‌ಚೇಂಜ್ ಬೋರ್ಡ್ ಆಫ್ ಇಂಡಿಯಾ (ಸೆಬಿ)ಗೆ ಸಲ್ಲಿಸಿದೆ. ಫ್ಲೂಯಿಡಲ್ ಗ್ರೀನ್ ಎನರ್ಜಿ ಲಿಮಿಟೆಡ್‌ನ 2 ಮುಖಬೆಲೆಯ ಈಕ್ವಿಟಿ ಷೇರುಗಳ (ಈಕ್ವಿಟಿ ಷೇರುಗಳು) ಆರಂಭಿಕ ಸಾರ್ವಜನಿಕ ಕೊಡುಗೆಯು ಒಟ್ಟು 7,000.00 ಮಿಲಿಯನ್‌ವರೆಗಿನ ಷೇರುಗಳನ್ನು ಹೊಂದಿದೆ. ಈ ಆಫರ್ 2 ಮುಖಬೆಲೆಯ ಒಟ್ಟು 3,500.00 ಮಿಲಿಯನ್‌ವರೆಗಿನ (ಫ್ರೆಶ್ ಇಶ್ಯೂ) ಹೊಸ ಷೇರುಗಳ ಹೊಸ ಸಂಚಿಕೆಯನ್ನು ಹೊಂದಿದೆ ಮತ್ತು 2 ಮುಖಬೆಲೆಯ ಒಟ್ಟು 3,500.00 ಮಿಲಿಯನ್‌ವರೆಗಿನ ಷೇರುಗಳು ಮಾರಾಟದ ಕೊಡುಗೆಯನ್ನು (ಆಫರ್ ಫಾರ್ ಸೇಲ್) ಒಳಗೊಂಡಿದೆ. ಈ ಸಂಚಿಕೆಯು ಕೊಲ್ಲತ್ ಭೈರವಾನಂದ ರಾಯ್ ಅವರ ಒಟ್ಟು 1,685.00 ಮಿಲಿಯನ್ ವರೆಗಿನ ಷೇರು ಮತ್ತು ಮಿನಿ ಹಿಟೇಂದ್ರಕುಮಾರ್ ಶ್ರೀಧರ್ ಅವರ ಒಟ್ಟು 1,685.00 ಮಿಲಿಯನ್ ವರೆಗೆ, ಎಚ್‌ಎಮ್ ವೆಂಚರ್ಸ್ ಎಲ್ (320, 16, 854, 123)
gemini-icon: ♊ (11, 2343, 63, 2395)
cloud-image-line1: WORLD (1152, 2115, 1207, 2130)
aries-icon: ♈ (11, 2224, 63, 2275)
ingredients-text: ಹೀರೇಕಾಯಿ ಈರುಳ್ಳಿ ಟೊಮೆಟೊ ತೆಂಗಿನಕಾಯಿ ತುರಿ ಕೊತ್ತಂಬರಿ ಸೊಪ್ಪು, ಒಣ ಮೆಣಸು ಕರಿಬೇವಿನ ಸೊಪ್ಪು ಎಣ್ಣೆ ಸಾಸಿವೆ ಜೀರಿಗೆ ಕಡ್ಲೆಬೇಳೆ ಉದ್ದಿನಬೇಳೆ ಬೆಳ್ಳುಳ್ಳಿ ಅರಿಶಿನ ಪುಡಿ ಉಪ್ಪು ಹೀರೇಕಾಯಿ ಪಲ್ಯ (16, 655, 382, 685)
recipe-title-bar (10, 225, 463, 275)
astrologer-phone: ದೂರವಾಣಿ:- 9964739507 (86, 2115, 192, 2126)
cloud-section (842, 2062, 1520, 2402)
leo-icon: ♌ (246, 2152, 298, 2204)
diamond-icon (1088, 1478, 1118, 1508)
tabu-body-1: ಟಬು 90 ರ ದಶಕದ ಪ್ರಸಿದ್ಧ ನಟಿ. ಟಬು ಅವರ ಹೆಸರು ಅನೇಕ ನಟರೊಂದಿಗೆ ತಳುಕು ಹಾಕಿಕೊಂಡಿತ್ತು. ಮೂರು ದಶಕಗಳ ನಂತರವೂ ಟಬು ಪ್ರತಿಭಾವಂತ ನಟಿ ಎಂದು ಕರೆಸಿಕೊಳ್ಳುತ್ತಾರೆ. ಟಬು 53ನೇ ವಯಸ್ಸಿನಲ್ಲಿಯೂ ಅವಿವಾಹಿತರಾಗಿಯೇ ಉಳಿದಿದ್ದಾರೆ. ಟಬು ಅವರ ಮದುವೆಯ ಬಗ್ಗೆ ಅನೇಕ ಪ್ರಶ್ನೆಗಳು ಕೇಳಲಾಗುತ್ತದೆ. ಟಬು ತಮ್ಮ ಮದುವೆಯಾಗದಿರಲು ಕಾರಣವನ್ನು ಹೇಳಿದ್ದಾರೆ. ತಾನು ಮದುವೆಯಾಗದಿರಲು ಅಜಯ್ ದೇವಗನ್ ಕಾರಣ ಎಂದು ಟಬು ಹೇಳಿದ್ದಾರೆ. (1101, 329, 1513, 409)
tips-title-box (131, 147, 301, 199)
horoscope-section (10, 2062, 835, 2402)
beauty-section (10, 1521, 698, 2055)
top-news-headline: ಐಪಿಓಗಾಗಿ ಸೆಬಿಯಲ್ಲಿ ಡಿಆರ್‌ಎಚ್‌ಪಿ ಸಲ್ಲಿಸಿದ ಫ್ಲೂಯಿಡಲ್ ಗ್ರೀನ್ ಎನರ್ಜಿ ಲಿಮಿಟೆಡ್ (873, 27, 1085, 157)
igi-section (704, 1081, 1520, 2055)
astrologer-website-line: www.jyotishyavaastu.com (13, 2159, 140, 2170)
zodiac-sign-name: ಸಿಂಹ: (304, 2154, 329, 2166)
zodiac-prediction-text: ಉದ್ಯೋಗದಲ್ಲಿ ಬದಲಾವಣೆ, ನಿರೀಕ್ಷಿತ ಫಲ, ಸಂತಸದ ವಾತಾವರಣ. (604, 2322, 808, 2350)
kitchen-title: ಪಾಕ ಶಾಲೆ (123, 283, 211, 314)
top-news-box (312, 8, 1517, 212)
kitchen-title-bar (10, 275, 382, 322)
zodiac-prediction-text: ಆಕಸ್ಮಿಕ ಧನಲಾಭ, ಆತ್ಮೀಯರ ಒಡನಾಟ, ಉದ್ಯೋಗ ಸ್ಥಿರತೆ. (634, 2154, 831, 2166)
zodiac-item (544, 2149, 835, 2230)
zodiac-prediction-text: ಸಂಗಾತಿಯಿಂದ ಅನುಕೂಲ, ವ್ಯಾಪಾರದಲ್ಲಿ ಲಾಭ, ಮಕ್ಕಳಿಗೆ ಉತ್ತಮ ಅವಕಾಶ. (604, 2238, 822, 2266)
zodiac-sign-name: ವೃಷಭ: (70, 2285, 100, 2297)
zodiac-sign-name: ಮಿಥುನ: (70, 2345, 104, 2357)
zodiac-sign-name: ಕನ್ಯಾ: (304, 2238, 328, 2250)
cloud-col-mid (1063, 2207, 1295, 2398)
tabu-section (704, 225, 1520, 1075)
tabu-headline-2: ಅಜಯ್ ದೇವಗನ್ : ಟಬು (1177, 281, 1436, 314)
scorpio-icon: ♏ (545, 2068, 597, 2120)
zodiac-prediction-text: ಉದ್ಯೋಗದಲ್ಲಿ ಪ್ರಗತಿ, ಉತ್ತಮ ಕೆಲಸಗಳು, ವ್ಯವಹಾರಗಳಲ್ಲಿ ಯಶಸ್ಸು. (304, 2322, 528, 2350)
astrologer-name: ಜಯಶ್ರೀ.ಬಿ.ಆರ್ (89, 2069, 175, 2087)
recipe-section (10, 225, 698, 735)
tips-title-line1: ಸಂಜೆ (176, 87, 256, 142)
ingredients-title: ಬೇಕಿರುವ ಸಾಮಗ್ರಿ (16, 564, 84, 626)
zodiac-item (544, 2233, 835, 2314)
zodiac-sign-name: ವೃಶ್ಚಿಕ: (604, 2070, 632, 2082)
health-title-bar (10, 738, 698, 795)
issue-date: ಗುರುವಾರ 3.4.2025 (172, 50, 269, 63)
zodiac-prediction-text: ದಾಂಪತ್ಯದಲ್ಲಿ ಕಲಹ, ಹಣ ನಷ್ಟ, ನೌಕರರಿಗೆ ಉತ್ತಮ ಅವಕಾಶ. (604, 2070, 804, 2097)
beauty-tag-box (277, 1583, 520, 1634)
zodiac-sign-name: ಧನಸ್ಸು: (604, 2154, 634, 2166)
zodiac-sign-name: ತುಲಾ: (304, 2322, 332, 2334)
capricorn-icon: ♑ (545, 2236, 597, 2288)
zodiac-item (10, 2340, 236, 2398)
ingredients-title-box (10, 549, 147, 646)
igi-ad-text-left: YOUR PROMISE (975, 1487, 1059, 1499)
health-section (10, 738, 698, 1515)
